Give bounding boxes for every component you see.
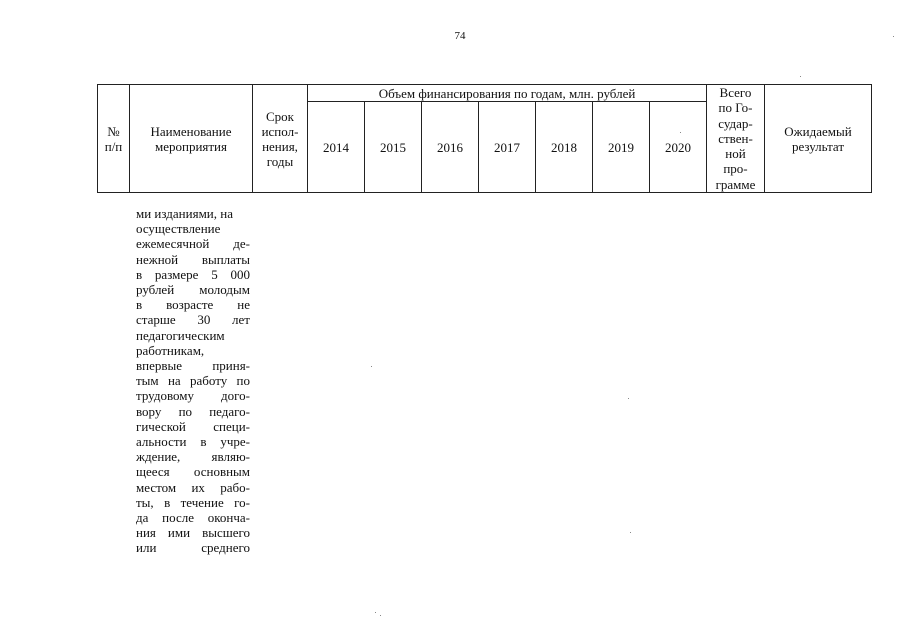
text-line: трудовому дого-	[136, 388, 250, 404]
activity-description-continuation	[136, 206, 250, 556]
scan-speck	[380, 615, 381, 616]
header-term-line: испол-	[261, 123, 299, 139]
text-line: старше 30 лет	[136, 312, 250, 328]
header-year-2015: 2015	[365, 102, 422, 193]
text-line: осуществление	[136, 221, 221, 237]
header-year-2017: 2017	[479, 102, 536, 193]
scan-speck	[680, 132, 681, 133]
header-year-2014: 2014	[308, 102, 365, 193]
scan-speck	[375, 612, 376, 613]
header-total-line: про-	[723, 161, 748, 177]
header-result-line: Ожидаемый	[784, 123, 852, 139]
scan-speck	[371, 366, 372, 367]
text-line: впервые приня-	[136, 358, 250, 374]
header-total-line: грамме	[715, 176, 756, 192]
text-line: ты, в течение го-	[136, 494, 250, 510]
header-total-line: по Го-	[718, 100, 753, 116]
text-line: альности в учре-	[136, 434, 250, 450]
scan-speck	[800, 76, 801, 77]
header-cell-term	[253, 85, 308, 193]
header-cell-total	[707, 85, 765, 193]
page-number: 74	[454, 30, 466, 42]
header-cell-name	[130, 85, 253, 193]
header-total-line: ствен-	[718, 130, 753, 146]
header-year-2020: 2020	[650, 102, 707, 193]
text-line: щееся основным	[136, 464, 250, 480]
text-line: гической специ-	[136, 418, 250, 434]
scan-speck	[893, 36, 894, 37]
header-cell-number	[98, 85, 130, 193]
scan-speck	[628, 398, 629, 399]
header-term-line: годы	[266, 153, 294, 169]
text-line: работникам,	[136, 342, 205, 358]
header-total-line: ной	[725, 146, 746, 162]
text-line: в возрасте не	[136, 297, 250, 313]
header-year-2016: 2016	[422, 102, 479, 193]
header-total-line: Всего	[719, 85, 752, 100]
text-line: ежемесячной де-	[136, 236, 250, 252]
header-total-line: судар-	[718, 115, 753, 131]
header-term-line: Срок	[266, 108, 294, 124]
text-line: да после оконча-	[136, 510, 250, 526]
header-year-2018: 2018	[536, 102, 593, 193]
text-line: или среднего	[136, 540, 250, 556]
text-line: ния ими высшего	[136, 525, 250, 541]
header-number-line: №	[107, 123, 120, 139]
header-number-line: п/п	[104, 138, 123, 154]
header-name-line: мероприятия	[154, 138, 227, 154]
text-line: рублей молодым	[136, 282, 250, 298]
text-line: вору по педаго-	[136, 403, 250, 419]
header-cell-funding-volume: Объем финансирования по годам, млн. рублей	[308, 85, 707, 102]
scan-speck	[630, 532, 631, 533]
text-line: в размере 5 000	[136, 266, 250, 282]
text-line: ждение, являю-	[136, 449, 250, 465]
text-line: педагогическим	[136, 327, 225, 343]
text-line: местом их рабо-	[136, 479, 250, 495]
header-name-line: Наименование	[150, 123, 232, 139]
header-result-line: результат	[791, 138, 845, 154]
text-line: тым на работу по	[136, 373, 250, 389]
text-line: ми изданиями, на	[136, 206, 233, 221]
header-term-line: нения,	[262, 138, 298, 154]
text-line: нежной выплаты	[136, 251, 250, 267]
header-year-2019: 2019	[593, 102, 650, 193]
program-table-header	[97, 84, 872, 193]
header-cell-expected-result	[765, 85, 872, 193]
